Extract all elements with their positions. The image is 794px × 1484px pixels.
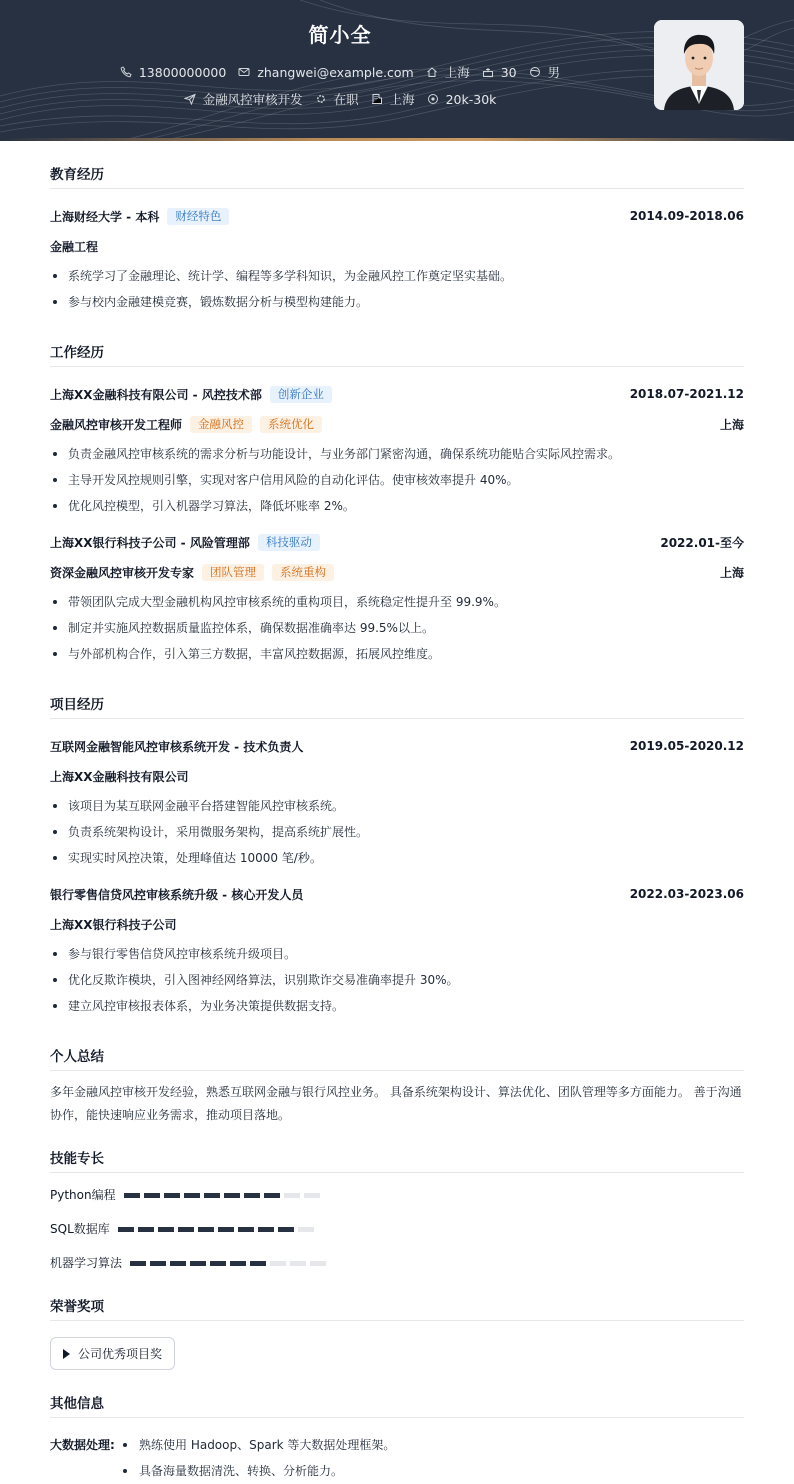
home-icon [426, 66, 438, 78]
resume-header [0, 0, 794, 141]
skill-segment-filled [170, 1261, 186, 1266]
other-section [50, 1392, 744, 1484]
skill-name: 机器学习算法 [50, 1255, 123, 1270]
position-text: 金融风控审核开发 [202, 92, 303, 107]
award-item[interactable] [50, 1337, 175, 1370]
section-title: 荣誉奖项 [50, 1295, 744, 1321]
other-info [50, 1432, 744, 1484]
school-tag: 财经特色 [167, 208, 229, 225]
role-title: 资深金融风控审核开发专家 [50, 565, 195, 580]
list-item: 带领团队完成大型金融机构风控审核系统的重构项目，系统稳定性提升至 99.9%。 [50, 589, 744, 615]
profile-photo [654, 20, 744, 110]
gender-icon [529, 66, 541, 78]
work-header [50, 533, 744, 551]
skill-segment-filled [198, 1227, 214, 1232]
role-tag: 系统优化 [260, 416, 322, 433]
header-accent-line [0, 138, 794, 141]
project-header [50, 885, 744, 903]
role-tag: 金融风控 [190, 416, 252, 433]
skill-segment-empty [310, 1261, 326, 1266]
work-city-item [371, 90, 415, 108]
skill-segment-empty [290, 1261, 306, 1266]
salary-text: 20k-30k [445, 91, 497, 107]
skill-segment-filled [250, 1261, 266, 1266]
summary-section [50, 1045, 744, 1127]
school-name: 上海财经大学 - 本科 [50, 209, 160, 224]
education-date: 2014.09-2018.06 [629, 209, 744, 223]
skill-segment-filled [244, 1193, 260, 1198]
project-section [50, 693, 744, 1019]
skills-list [50, 1185, 744, 1287]
project-date: 2019.05-2020.12 [629, 739, 744, 753]
skill-level-bar [124, 1187, 324, 1201]
role-tag: 系统重构 [272, 564, 334, 581]
skill-name: SQL数据库 [50, 1221, 110, 1236]
skill-segment-filled [218, 1227, 234, 1232]
status-item [315, 90, 359, 108]
list-item: 该项目为某互联网金融平台搭建智能风控审核系统。 [50, 793, 744, 819]
major-row [50, 237, 744, 255]
skill-segment-empty [284, 1193, 300, 1198]
work-bullets [50, 441, 744, 519]
list-item: 建立风控审核报表体系，为业务决策提供数据支持。 [50, 993, 744, 1019]
status-icon [315, 93, 327, 105]
list-item: 与外部机构合作，引入第三方数据，丰富风控数据源，拓展风控维度。 [50, 641, 744, 667]
work-city-text: 上海 [389, 92, 415, 107]
gender-text: 男 [547, 65, 561, 80]
skill-segment-filled [278, 1227, 294, 1232]
project-org-row [50, 767, 744, 785]
skill-segment-empty [304, 1193, 320, 1198]
company-name: 上海XX金融科技有限公司 - 风控技术部 [50, 387, 262, 402]
skill-segment-filled [264, 1193, 280, 1198]
list-item: 系统学习了金融理论、统计学、编程等多学科知识，为金融风控工作奠定坚实基础。 [50, 263, 744, 289]
list-item: 参与银行零售信贷风控审核系统升级项目。 [50, 941, 744, 967]
work-location: 上海 [719, 565, 744, 580]
gender-item [529, 63, 561, 81]
section-title: 个人总结 [50, 1045, 744, 1071]
skill-item [50, 1253, 403, 1271]
skill-segment-filled [190, 1261, 206, 1266]
skill-level-bar [130, 1255, 330, 1269]
work-date: 2018.07-2021.12 [629, 387, 744, 401]
skill-segment-filled [238, 1227, 254, 1232]
age-icon [482, 66, 494, 78]
resume-body [0, 163, 794, 1484]
company-tag: 创新企业 [270, 386, 332, 403]
skill-segment-filled [130, 1261, 146, 1266]
list-item: 优化反欺诈模块，引入图神经网络算法，识别欺诈交易准确率提升 30%。 [50, 967, 744, 993]
list-item: 优化风控模型，引入机器学习算法，降低坏账率 2%。 [50, 493, 744, 519]
major: 金融工程 [50, 239, 99, 254]
skill-segment-filled [164, 1193, 180, 1198]
skill-segment-filled [178, 1227, 194, 1232]
list-item: 负责金融风控审核系统的需求分析与功能设计，与业务部门紧密沟通，确保系统功能贴合实际风控需求。 [50, 441, 744, 467]
summary-text: 多年金融风控审核开发经验，熟悉互联网金融与银行风控业务。 具备系统架构设计、算法优化、团队管理等多方面能力。 善于沟通协作，能快速响应业务需求，推动项目落地。 [50, 1085, 742, 1122]
city-item [426, 63, 470, 81]
list-item: 具备海量数据清洗、转换、分析能力。 [122, 1458, 395, 1484]
skill-segment-filled [138, 1227, 154, 1232]
role-tag: 团队管理 [202, 564, 264, 581]
other-bullets [122, 1432, 395, 1484]
email-text: zhangwei@example.com [257, 64, 414, 80]
section-title: 其他信息 [50, 1392, 744, 1418]
age-item [482, 65, 517, 80]
role-row [50, 563, 744, 581]
section-title: 教育经历 [50, 163, 744, 189]
company-name: 上海XX银行科技子公司 - 风险管理部 [50, 535, 250, 550]
skill-segment-filled [230, 1261, 246, 1266]
other-label: 大数据处理: [50, 1438, 115, 1452]
list-item: 制定并实施风控数据质量监控体系，确保数据准确率达 99.5%以上。 [50, 615, 744, 641]
list-item: 参与校内金融建模竞赛，锻炼数据分析与模型构建能力。 [50, 289, 744, 315]
triangle-icon [63, 1349, 70, 1359]
skill-segment-filled [224, 1193, 240, 1198]
phone-icon [120, 66, 132, 78]
education-header [50, 207, 744, 225]
skill-segment-empty [270, 1261, 286, 1266]
project-date: 2022.03-2023.06 [629, 887, 744, 901]
skill-item [50, 1185, 403, 1203]
phone-item [120, 65, 226, 80]
project-bullets [50, 941, 744, 1019]
building-icon [371, 93, 383, 105]
skill-name: Python编程 [50, 1187, 116, 1202]
list-item: 负责系统架构设计，采用微服务架构，提高系统扩展性。 [50, 819, 744, 845]
role-row [50, 415, 744, 433]
skill-segment-filled [210, 1261, 226, 1266]
salary-item [427, 92, 497, 107]
project-header [50, 737, 744, 755]
project-org: 上海XX金融科技有限公司 [50, 769, 189, 784]
company-tag: 科技驱动 [258, 534, 320, 551]
email-item [238, 65, 413, 80]
candidate-name: 简小全 [308, 23, 372, 47]
project-bullets [50, 793, 744, 871]
skill-segment-filled [204, 1193, 220, 1198]
work-bullets [50, 589, 744, 667]
skill-segment-empty [298, 1227, 314, 1232]
job-intent-row [0, 90, 680, 108]
skills-section [50, 1147, 744, 1287]
skill-segment-filled [124, 1193, 140, 1198]
education-section [50, 163, 744, 315]
role-title: 金融风控审核开发工程师 [50, 417, 183, 432]
skill-segment-filled [258, 1227, 274, 1232]
list-item: 熟练使用 Hadoop、Spark 等大数据处理框架。 [122, 1432, 395, 1458]
award-label: 公司优秀项目奖 [78, 1347, 163, 1361]
work-date: 2022.01-至今 [660, 535, 744, 550]
position-item [184, 90, 303, 108]
age-text: 30 [500, 64, 517, 80]
skill-segment-filled [118, 1227, 134, 1232]
project-org-row [50, 915, 744, 933]
skill-segment-filled [150, 1261, 166, 1266]
skill-segment-filled [144, 1193, 160, 1198]
contact-row [0, 63, 680, 81]
list-item: 实现实时风控决策，处理峰值达 10000 笔/秒。 [50, 845, 744, 871]
section-title: 工作经历 [50, 341, 744, 367]
list-item: 主导开发风控规则引擎，实现对客户信用风险的自动化评估。使审核效率提升 40%。 [50, 467, 744, 493]
city-text: 上海 [444, 65, 470, 80]
work-location: 上海 [719, 417, 744, 432]
project-org: 上海XX银行科技子公司 [50, 917, 177, 932]
section-title: 技能专长 [50, 1147, 744, 1173]
work-header [50, 385, 744, 403]
skill-segment-filled [184, 1193, 200, 1198]
mail-icon [238, 66, 250, 78]
section-title: 项目经历 [50, 693, 744, 719]
skill-level-bar [118, 1221, 318, 1235]
money-icon [427, 93, 439, 105]
awards-section [50, 1295, 744, 1370]
skill-segment-filled [158, 1227, 174, 1232]
phone-text: 13800000000 [138, 64, 227, 80]
skill-item [50, 1219, 403, 1237]
project-name: 互联网金融智能风控审核系统开发 - 技术负责人 [50, 739, 304, 754]
education-bullets [50, 263, 744, 315]
work-section [50, 341, 744, 667]
status-text: 在职 [333, 92, 359, 107]
send-icon [184, 93, 196, 105]
project-name: 银行零售信贷风控审核系统升级 - 核心开发人员 [50, 887, 304, 902]
